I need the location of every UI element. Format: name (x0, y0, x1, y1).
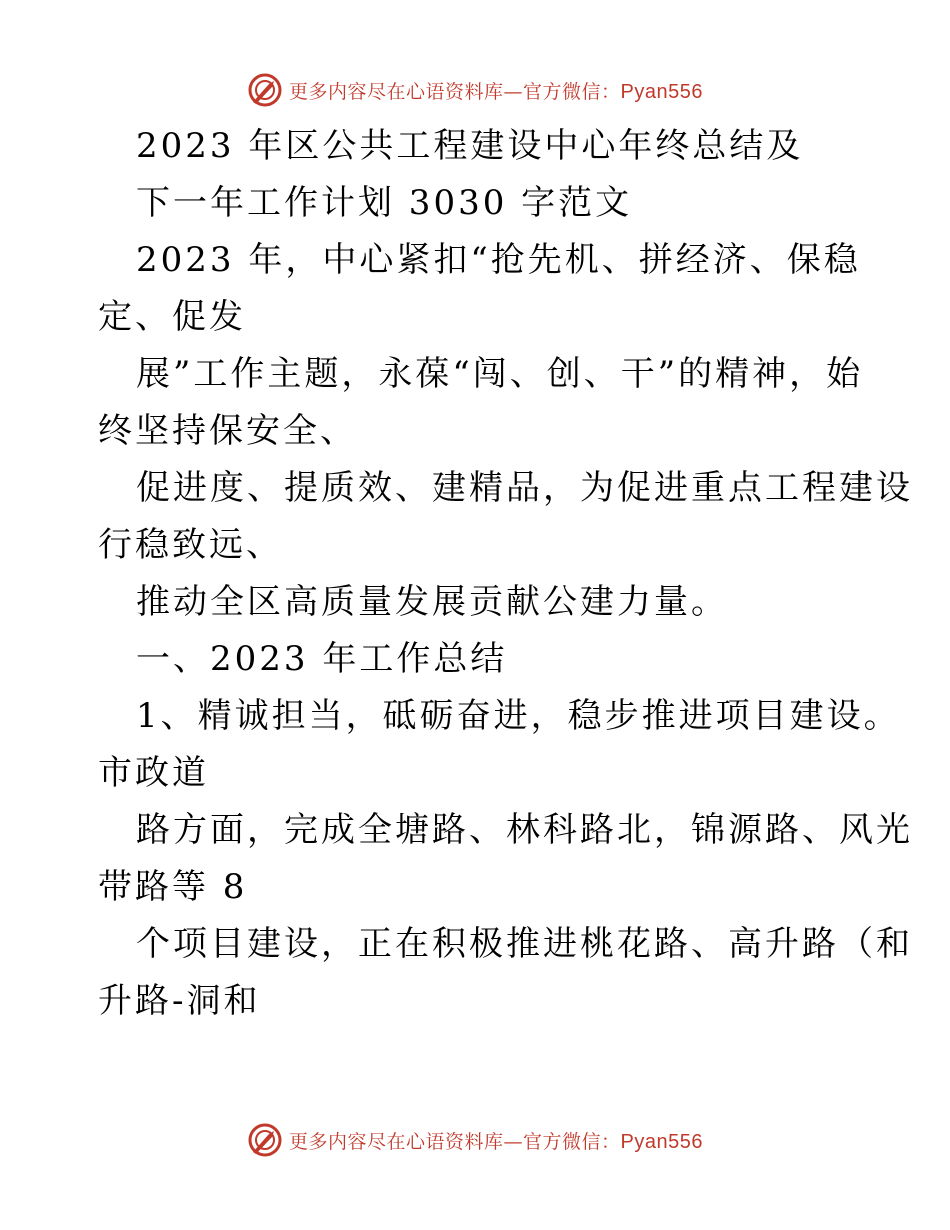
header-banner (0, 70, 950, 110)
text-line: 2023 年区公共工程建设中心年终总结及 (136, 126, 804, 166)
text-line: 促进度、提质效、建精品，为促进重点工程建设 (136, 468, 913, 508)
text-line: 一、2023 年工作总结 (136, 639, 508, 679)
wechat-id: Pyan556 (620, 1130, 703, 1153)
text-line: 下一年工作计划 3030 字范文 (136, 183, 633, 223)
footer-banner (0, 1120, 950, 1160)
text-line: 定、促发 (98, 297, 246, 337)
text-line: 个项目建设，正在积极推进桃花路、高升路（和 (136, 924, 913, 964)
text-line: 终坚持保安全、 (98, 411, 357, 451)
text-line: 1、精诚担当，砥砺奋进，稳步推进项目建设。 (136, 696, 901, 736)
text-line: 2023 年，中心紧扣“抢先机、拼经济、保稳 (136, 240, 861, 280)
text-line: 带路等 8 (98, 867, 248, 907)
text-line: 升路-洞和 (98, 981, 261, 1021)
text-line: 行稳致远、 (98, 525, 283, 565)
text-line: 展”工作主题，永葆“闯、创、干”的精神，始 (136, 354, 864, 394)
pen-logo-icon (247, 72, 283, 108)
footer-banner-label: 更多内容尽在心语资料库—官方微信：Pyan556 (289, 1130, 703, 1153)
text-line: 推动全区高质量发展贡献公建力量。 (136, 582, 728, 622)
wechat-id: Pyan556 (620, 80, 703, 103)
header-banner-label: 更多内容尽在心语资料库—官方微信：Pyan556 (289, 80, 703, 103)
text-line: 路方面，完成全塘路、林科路北，锦源路、风光 (136, 810, 913, 850)
document-body (98, 118, 913, 1030)
text-line: 市政道 (98, 753, 209, 793)
pen-logo-icon (247, 1122, 283, 1158)
